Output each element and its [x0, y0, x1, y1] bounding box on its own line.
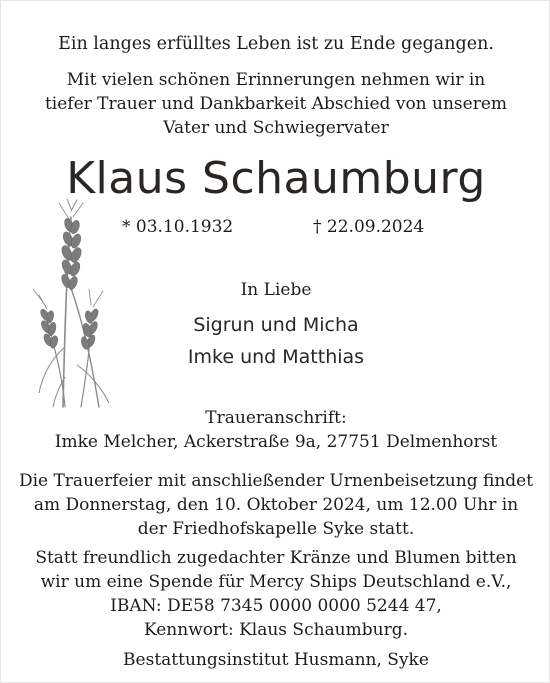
funeral-line: am Donnerstag, den 10. Oktober 2024, um 12.00 Uhr in	[33, 495, 519, 515]
intro-text: Ein langes erfülltes Leben ist zu Ende gegangen.	[58, 34, 494, 54]
message-line: Mit vielen schönen Erinnerungen nehmen wir in	[66, 70, 486, 90]
donation-line: Statt freundlich zugedachter Kränze und Blumen bitten	[35, 548, 517, 568]
address-label: Traueranschrift:	[205, 408, 347, 428]
funeral-line: der Friedhofskapelle Syke statt.	[137, 519, 415, 539]
donation-line: Kennwort: Klaus Schaumburg.	[144, 620, 408, 640]
family-line: Sigrun und Micha	[193, 314, 359, 336]
death-date: † 22.09.2024	[313, 217, 425, 237]
birth-date: * 03.10.1932	[122, 217, 234, 237]
mourning-address: Imke Melcher, Ackerstraße 9a, 27751 Delmenhorst	[54, 432, 498, 452]
wheat-ears-icon	[19, 197, 129, 409]
donation-line: wir um eine Spende für Mercy Ships Deutschland e.V.,	[40, 572, 512, 592]
family-line: Imke und Matthias	[187, 346, 365, 368]
donation-line: IBAN: DE58 7345 0000 0000 5244 47,	[110, 596, 442, 616]
deceased-name: Klaus Schaumburg	[66, 153, 486, 204]
funeral-line: Die Trauerfeier mit anschließender Urnenbeisetzung findet	[18, 471, 534, 491]
message-line: tiefer Trauer und Dankbarkeit Abschied von unserem	[44, 94, 508, 114]
in-love-text: In Liebe	[240, 280, 312, 300]
message-line: Vater und Schwiegervater	[163, 118, 389, 138]
undertaker-text: Bestattungsinstitut Husmann, Syke	[123, 650, 429, 670]
